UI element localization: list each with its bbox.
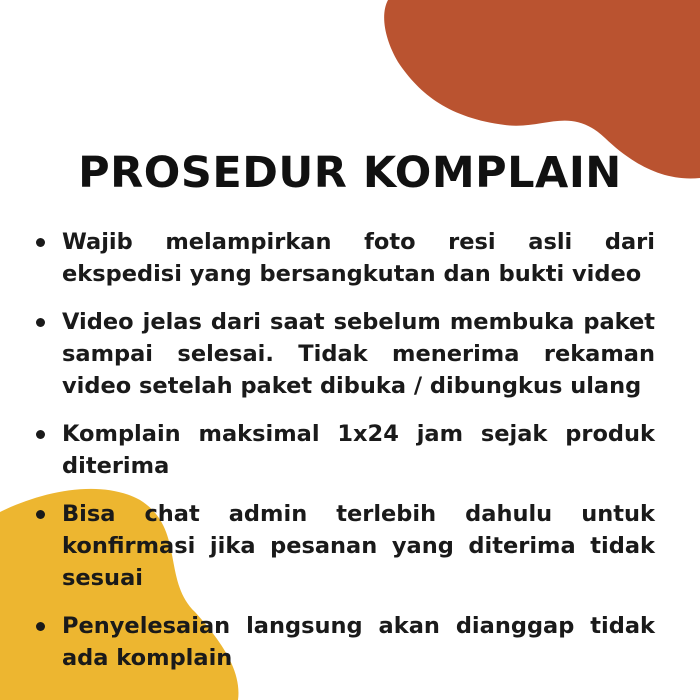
rule-text: Penyelesaian langsung akan dianggap tidak ada komplain bbox=[62, 613, 655, 671]
list-item bbox=[32, 418, 655, 482]
rule-text: Komplain maksimal 1x24 jam sejak produk diterima bbox=[62, 421, 655, 479]
list-item bbox=[32, 226, 655, 290]
bullet-icon bbox=[36, 318, 45, 327]
rule-text: Wajib melampirkan foto resi asli dari ekspedisi yang bersangkutan dan bukti video bbox=[62, 229, 655, 287]
bullet-icon bbox=[36, 238, 45, 247]
list-item bbox=[32, 610, 655, 674]
list-item bbox=[32, 498, 655, 594]
complaint-rules-list bbox=[32, 226, 655, 690]
list-item bbox=[32, 306, 655, 402]
bullet-icon bbox=[36, 510, 45, 519]
rule-text: Video jelas dari saat sebelum membuka paket sampai selesai. Tidak menerima rekaman video setelah paket dibuka / dibungkus ulang bbox=[62, 309, 655, 399]
rule-text: Bisa chat admin terlebih dahulu untuk konfirmasi jika pesanan yang diterima tidak sesuai bbox=[62, 501, 655, 591]
bullet-icon bbox=[36, 622, 45, 631]
bullet-icon bbox=[36, 430, 45, 439]
page-title: PROSEDUR KOMPLAIN bbox=[78, 148, 622, 198]
